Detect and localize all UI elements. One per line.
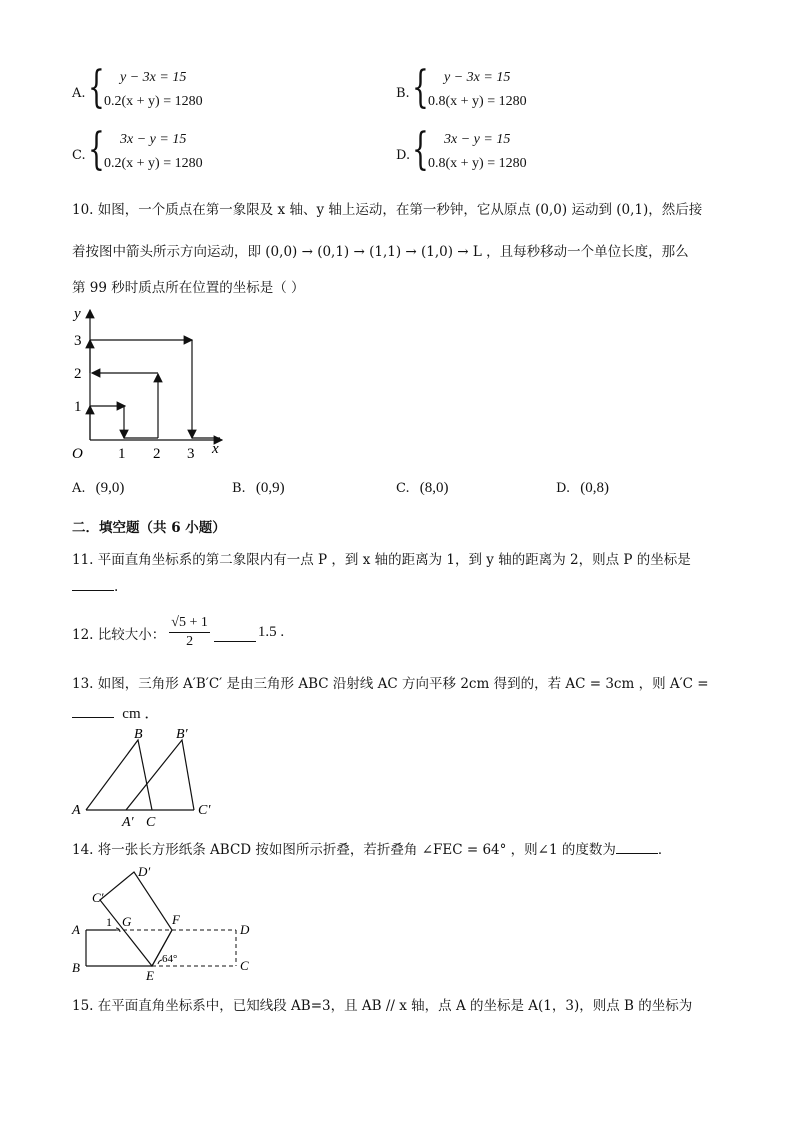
q10-y-tick-2: 2: [74, 366, 82, 382]
q10-option-d-value: (0,8): [580, 480, 609, 496]
q14-label-d: D: [240, 922, 250, 937]
q14-label-a: A: [72, 922, 80, 937]
q14-label-angle-value: 64°: [162, 953, 178, 965]
q10-y-axis-label: y: [74, 306, 81, 322]
q14-text-end: ．: [657, 842, 672, 858]
q13-label-a: A: [72, 803, 81, 818]
q10-text-line1: 10. 如图，一个质点在第一象限及 x 轴、y 轴上运动，在第一秒钟，它从原点 (0,0) 运动到 (0,1)，然后接: [72, 202, 703, 218]
q13-label-b1: B′: [176, 727, 188, 742]
section-2-title: 二．填空题（共 6 小题）: [72, 520, 226, 536]
q9-option-a-eq2: 0.2(x + y) = 1280: [104, 94, 203, 109]
q14-label-angle1: 1: [106, 915, 112, 929]
q12-prefix: 12. 比较大小：: [72, 626, 166, 643]
q15-text-line1: 15. 在平面直角坐标系中，已知线段 AB=3，且 AB // x 轴，点 A 的坐标是 A(1，3)，则点 B 的坐标为: [72, 998, 693, 1014]
q10-option-d: [556, 480, 609, 497]
q11-answer-line: [72, 578, 118, 595]
q9-option-c-label: C.: [72, 148, 86, 163]
q9-option-a-label: A.: [72, 86, 86, 101]
q10-text-line2: 着按图中箭头所示方向运动，即 (0,0) → (0,1) → (1,1) → (1,0) → L ，且每秒移动一个单位长度，那么: [72, 244, 689, 260]
q12-answer-blank[interactable]: [214, 629, 256, 642]
q10-option-b-value: (0,9): [255, 480, 285, 496]
q13-answer-line: [72, 702, 159, 723]
q14-fold-figure: [66, 860, 266, 984]
q10-origin-label: O: [72, 446, 83, 462]
q9-option-a-brace: {: [88, 62, 105, 113]
q9-option-c-eq2: 0.2(x + y) = 1280: [104, 156, 203, 171]
q9-option-a-eq1: y − 3x = 15: [120, 70, 187, 85]
q9-option-d-eq2: 0.8(x + y) = 1280: [428, 156, 527, 171]
q10-option-b: [232, 480, 285, 497]
q10-text-line3: 第 99 秒时质点所在位置的坐标是（ ）: [72, 280, 305, 296]
q12-denominator: 2: [186, 634, 194, 649]
q14-label-e: E: [146, 968, 154, 983]
q9-option-b-eq1: y − 3x = 15: [444, 70, 511, 85]
q14-label-f: F: [172, 912, 180, 927]
q9-option-d-eq1: 3x − y = 15: [444, 132, 511, 147]
q14-text-start: 14. 将一张长方形纸条 ABCD 按如图所示折叠，若折叠角 ∠FEC = 64° ，则∠1 的度数为: [72, 842, 616, 858]
q9-option-b-brace: {: [412, 62, 429, 113]
q9-option-d-brace: {: [412, 124, 429, 175]
q13-label-a1: A′: [122, 815, 134, 830]
q14-label-b: B: [72, 960, 80, 975]
q9-option-d-label: D.: [396, 148, 411, 163]
q9-option-c-brace: {: [88, 124, 105, 175]
q13-text-line1: 13. 如图，三角形 A′B′C′ 是由三角形 ABC 沿射线 AC 方向平移 2cm 得到的，若 AC = 3cm ，则 A′C =: [72, 676, 709, 692]
q12-line: [72, 614, 284, 651]
q11-answer-blank[interactable]: [72, 578, 114, 591]
q14-label-c: C: [240, 958, 249, 973]
q13-label-b: B: [134, 727, 143, 742]
q10-x-tick-1: 1: [118, 446, 126, 462]
q9-option-b-eq2: 0.8(x + y) = 1280: [428, 94, 527, 109]
q13-answer-blank[interactable]: [72, 705, 114, 718]
q14-label-g: G: [122, 914, 132, 929]
q13-label-c: C: [146, 815, 156, 830]
q11-text-line1: 11. 平面直角坐标系的第二象限内有一点 P ，到 x 轴的距离为 1，到 y 轴的距离为 2，则点 P 的坐标是: [72, 552, 691, 568]
q10-option-b-label: B.: [232, 481, 246, 496]
q14-answer-blank[interactable]: [616, 841, 658, 854]
q14-label-c1: C′: [92, 890, 104, 905]
q14-label-d1: D′: [138, 864, 151, 879]
q9-option-b-label: B.: [396, 86, 410, 101]
q13-line-end: cm ．: [122, 706, 160, 722]
q10-y-tick-3: 3: [74, 333, 82, 349]
q10-option-a: [72, 480, 124, 497]
q10-y-tick-1: 1: [74, 399, 82, 415]
q10-option-c: [396, 480, 449, 497]
q10-path-figure: [62, 300, 232, 468]
q10-x-axis-label: x: [212, 441, 219, 457]
q10-option-a-value: (9,0): [95, 480, 125, 496]
q13-triangle-figure: [66, 722, 226, 832]
q9-option-c-eq1: 3x − y = 15: [120, 132, 187, 147]
q11-line-end: .: [114, 579, 119, 595]
q12-suffix: 1.5 .: [257, 624, 285, 640]
q12-fraction: [169, 614, 210, 651]
q10-option-d-label: D.: [556, 481, 571, 496]
q14-text-line1: [72, 838, 671, 858]
q10-option-a-label: A.: [72, 481, 86, 496]
q13-label-c1: C′: [198, 803, 211, 818]
q10-option-c-value: (8,0): [419, 480, 449, 496]
q10-x-tick-3: 3: [187, 446, 195, 462]
q10-option-c-label: C.: [396, 481, 410, 496]
q10-x-tick-2: 2: [153, 446, 161, 462]
q12-numerator: √5 + 1: [169, 614, 210, 633]
